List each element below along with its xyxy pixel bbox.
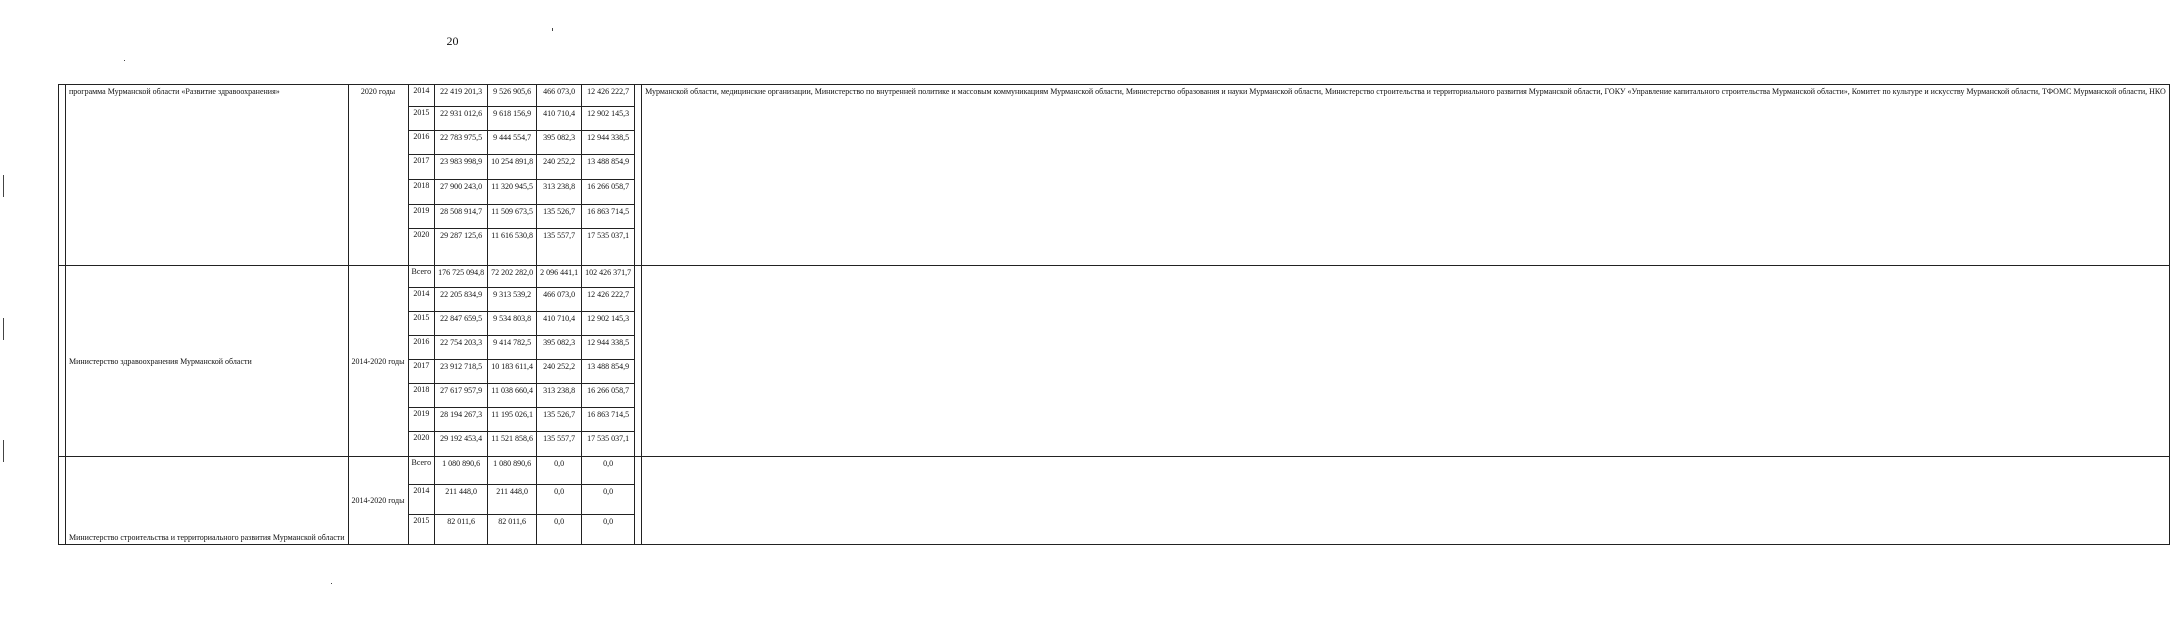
total-cell: 28 194 267,3	[435, 408, 488, 432]
other-cell: 12 944 338,5	[582, 131, 635, 155]
scan-mark	[124, 60, 125, 61]
federal-cell: 313 238,8	[537, 180, 582, 205]
regional-cell: 9 444 554,7	[488, 131, 537, 155]
regional-cell: 11 616 530,8	[488, 229, 537, 266]
table-row	[59, 85, 2170, 107]
other-cell: 102 426 371,7	[582, 266, 635, 288]
regional-cell: 11 320 945,5	[488, 180, 537, 205]
program-period: 2020 годы	[348, 85, 408, 266]
year-cell: 2014	[408, 485, 435, 515]
total-cell: 29 192 453,4	[435, 432, 488, 457]
scan-mark	[331, 583, 332, 584]
regional-cell: 9 414 782,5	[488, 336, 537, 360]
federal-cell: 0,0	[537, 515, 582, 545]
year-cell: 2018	[408, 180, 435, 205]
year-cell: 2014	[408, 85, 435, 107]
federal-cell: 135 557,7	[537, 229, 582, 266]
total-cell: 22 783 975,5	[435, 131, 488, 155]
year-cell: 2015	[408, 515, 435, 545]
total-cell: 211 448,0	[435, 485, 488, 515]
federal-cell: 410 710,4	[537, 107, 582, 131]
other-cell: 16 266 058,7	[582, 180, 635, 205]
blank-cell	[635, 85, 642, 266]
regional-cell: 9 526 905,6	[488, 85, 537, 107]
total-cell: 23 983 998,9	[435, 155, 488, 180]
other-cell: 13 488 854,9	[582, 155, 635, 180]
regional-cell: 11 509 673,5	[488, 205, 537, 229]
program-period: 2014-2020 годы	[348, 266, 408, 457]
other-cell: 12 426 222,7	[582, 288, 635, 312]
other-cell: 12 902 145,3	[582, 107, 635, 131]
federal-cell: 0,0	[537, 457, 582, 485]
year-cell: 2019	[408, 408, 435, 432]
federal-cell: 240 252,2	[537, 155, 582, 180]
federal-cell: 466 073,0	[537, 288, 582, 312]
scan-mark	[3, 440, 4, 462]
scan-mark	[3, 318, 4, 340]
year-cell: 2017	[408, 360, 435, 384]
federal-cell: 135 526,7	[537, 205, 582, 229]
other-cell: 17 535 037,1	[582, 432, 635, 457]
total-cell: 22 419 201,3	[435, 85, 488, 107]
other-cell: 0,0	[582, 485, 635, 515]
federal-cell: 0,0	[537, 485, 582, 515]
year-cell: 2016	[408, 131, 435, 155]
year-cell: Всего	[408, 457, 435, 485]
other-cell: 12 426 222,7	[582, 85, 635, 107]
federal-cell: 313 238,8	[537, 384, 582, 408]
blank-cell	[59, 457, 66, 545]
other-cell: 0,0	[582, 457, 635, 485]
regional-cell: 211 448,0	[488, 485, 537, 515]
federal-cell: 395 082,3	[537, 336, 582, 360]
program-period: 2014-2020 годы	[348, 457, 408, 545]
federal-cell: 240 252,2	[537, 360, 582, 384]
year-cell: 2015	[408, 107, 435, 131]
year-cell: 2020	[408, 229, 435, 266]
blank-cell	[635, 457, 642, 545]
federal-cell: 395 082,3	[537, 131, 582, 155]
regional-cell: 11 038 660,4	[488, 384, 537, 408]
blank-cell	[59, 85, 66, 266]
regional-cell: 9 618 156,9	[488, 107, 537, 131]
other-cell: 0,0	[582, 515, 635, 545]
other-cell: 12 944 338,5	[582, 336, 635, 360]
other-cell: 12 902 145,3	[582, 312, 635, 336]
regional-cell: 1 080 890,6	[488, 457, 537, 485]
total-cell: 82 011,6	[435, 515, 488, 545]
year-cell: 2020	[408, 432, 435, 457]
federal-cell: 2 096 441,1	[537, 266, 582, 288]
program-name: Министерство здравоохранения Мурманской области	[66, 266, 349, 457]
other-cell: 17 535 037,1	[582, 229, 635, 266]
program-name: программа Мурманской области «Развитие здравоохранения»	[66, 85, 349, 266]
regional-cell: 10 183 611,4	[488, 360, 537, 384]
federal-cell: 135 557,7	[537, 432, 582, 457]
scan-mark	[3, 175, 4, 197]
total-cell: 29 287 125,6	[435, 229, 488, 266]
blank-cell	[642, 266, 2170, 457]
regional-cell: 72 202 282,0	[488, 266, 537, 288]
total-cell: 27 617 957,9	[435, 384, 488, 408]
year-cell: 2019	[408, 205, 435, 229]
federal-cell: 466 073,0	[537, 85, 582, 107]
regional-cell: 82 011,6	[488, 515, 537, 545]
blank-cell	[59, 266, 66, 457]
table-row	[59, 266, 2170, 288]
total-cell: 22 931 012,6	[435, 107, 488, 131]
total-cell: 28 508 914,7	[435, 205, 488, 229]
table-row	[59, 457, 2170, 485]
total-cell: 176 725 094,8	[435, 266, 488, 288]
scan-mark	[552, 28, 553, 31]
budget-table	[58, 84, 2170, 545]
total-cell: 22 754 203,3	[435, 336, 488, 360]
year-cell: 2014	[408, 288, 435, 312]
federal-cell: 410 710,4	[537, 312, 582, 336]
total-cell: 1 080 890,6	[435, 457, 488, 485]
executors-cell: Мурманской области, медицинские организации, Министерство по внутренней политике и массовым коммуникациям Мурманской области, Министерство образования и науки Мурманской области, Министерство строительства и территориального развития Мурманской области, ГОКУ «Управление капитального строительства Мурманской области», Комитет по культуре и искусству Мурманской области, ТФОМС Мурманской области, НКО	[642, 85, 2170, 266]
total-cell: 22 847 659,5	[435, 312, 488, 336]
year-cell: 2018	[408, 384, 435, 408]
total-cell: 27 900 243,0	[435, 180, 488, 205]
blank-cell	[635, 266, 642, 457]
other-cell: 16 266 058,7	[582, 384, 635, 408]
regional-cell: 9 534 803,8	[488, 312, 537, 336]
total-cell: 23 912 718,5	[435, 360, 488, 384]
regional-cell: 10 254 891,8	[488, 155, 537, 180]
other-cell: 16 863 714,5	[582, 205, 635, 229]
page-number: 20	[446, 34, 459, 48]
program-name: Министерство строительства и территориального развития Мурманской области	[66, 457, 349, 545]
year-cell: Всего	[408, 266, 435, 288]
regional-cell: 11 195 026,1	[488, 408, 537, 432]
other-cell: 16 863 714,5	[582, 408, 635, 432]
regional-cell: 11 521 858,6	[488, 432, 537, 457]
year-cell: 2017	[408, 155, 435, 180]
blank-cell	[642, 457, 2170, 545]
federal-cell: 135 526,7	[537, 408, 582, 432]
other-cell: 13 488 854,9	[582, 360, 635, 384]
year-cell: 2015	[408, 312, 435, 336]
regional-cell: 9 313 539,2	[488, 288, 537, 312]
total-cell: 22 205 834,9	[435, 288, 488, 312]
year-cell: 2016	[408, 336, 435, 360]
